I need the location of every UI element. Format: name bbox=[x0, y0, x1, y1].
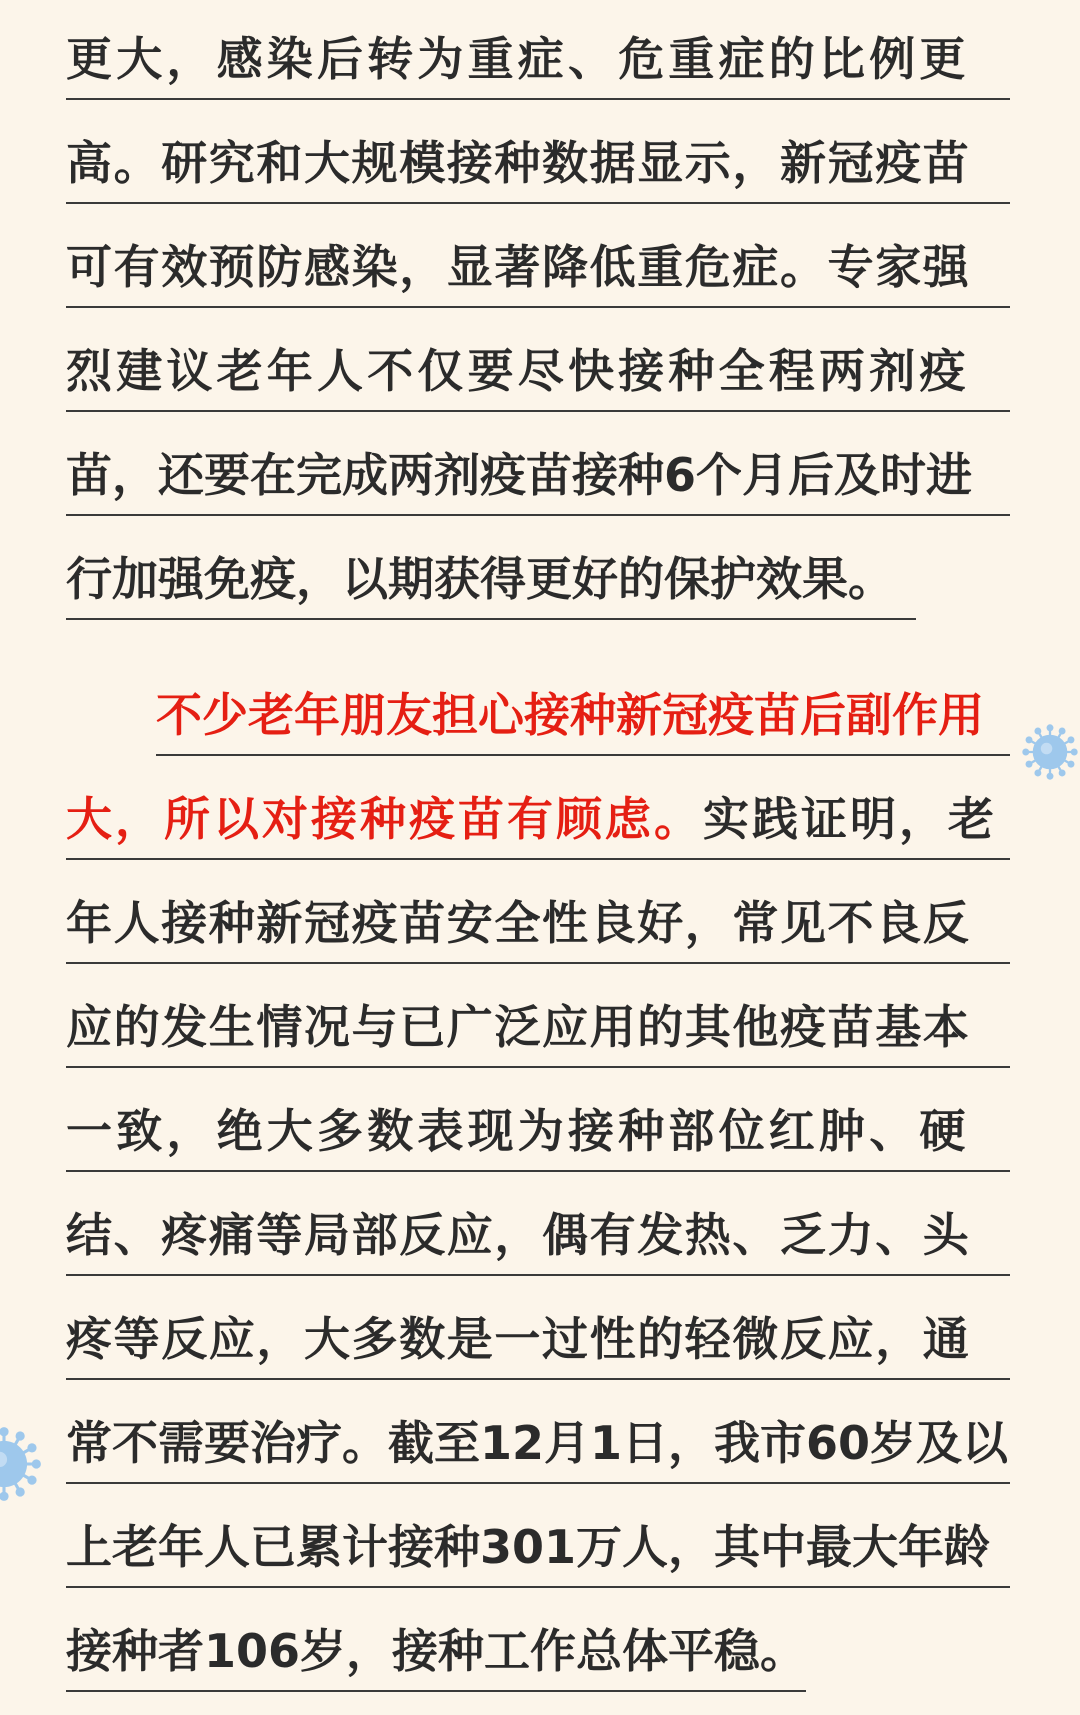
line-text: 年人接种新冠疫苗安全性良好，常见不良反 bbox=[66, 896, 971, 950]
underline-rule bbox=[156, 754, 1010, 756]
line-text: 接种者106岁，接种工作总体平稳。 bbox=[66, 1624, 807, 1678]
underline-rule bbox=[66, 98, 1010, 100]
underline-rule bbox=[66, 1066, 1010, 1068]
underline-rule bbox=[66, 1482, 1010, 1484]
line-text: 上老年人已累计接种301万人，其中最大年龄 bbox=[66, 1520, 991, 1574]
underline-rule bbox=[66, 618, 916, 620]
line-text: 行加强免疫，以期获得更好的保护效果。 bbox=[66, 552, 894, 606]
underline-rule bbox=[66, 410, 1010, 412]
line-text: 可有效预防感染，显著降低重危症。专家强 bbox=[66, 240, 971, 294]
underline-rule bbox=[66, 1378, 1010, 1380]
line-text: 常不需要治疗。截至12月1日，我市60岁及以 bbox=[66, 1416, 1009, 1470]
line-text-rest: 实践证明，老 bbox=[703, 792, 997, 846]
line-text: 结、疼痛等局部反应，偶有发热、乏力、头 bbox=[66, 1208, 971, 1262]
underline-rule bbox=[66, 858, 1010, 860]
highlight-text: 不少老年朋友担心接种新冠疫苗后副作用 bbox=[156, 688, 984, 742]
line-text: 烈建议老年人不仅要尽快接种全程两剂疫 bbox=[66, 344, 970, 398]
highlight-text: 大，所以对接种疫苗有顾虑。 bbox=[66, 792, 703, 846]
underline-rule bbox=[66, 1274, 1010, 1276]
virus-icon bbox=[1020, 700, 1080, 804]
underline-rule bbox=[66, 1586, 1010, 1588]
virus-icon bbox=[0, 1424, 44, 1504]
underline-rule bbox=[66, 306, 1010, 308]
line-text: 高。研究和大规模接种数据显示，新冠疫苗 bbox=[66, 136, 971, 190]
underline-rule bbox=[66, 1690, 806, 1692]
line-text: 更大，感染后转为重症、危重症的比例更 bbox=[66, 32, 970, 86]
line-text bbox=[66, 788, 997, 850]
underline-rule bbox=[66, 202, 1010, 204]
underline-rule bbox=[66, 514, 1010, 516]
line-text: 疼等反应，大多数是一过性的轻微反应，通 bbox=[66, 1312, 971, 1366]
line-text: 应的发生情况与已广泛应用的其他疫苗基本 bbox=[66, 1000, 971, 1054]
underline-rule bbox=[66, 1170, 1010, 1172]
underline-rule bbox=[66, 962, 1010, 964]
line-text: 苗，还要在完成两剂疫苗接种6个月后及时进 bbox=[66, 448, 973, 502]
line-text: 一致，绝大多数表现为接种部位红肿、硬 bbox=[66, 1104, 970, 1158]
